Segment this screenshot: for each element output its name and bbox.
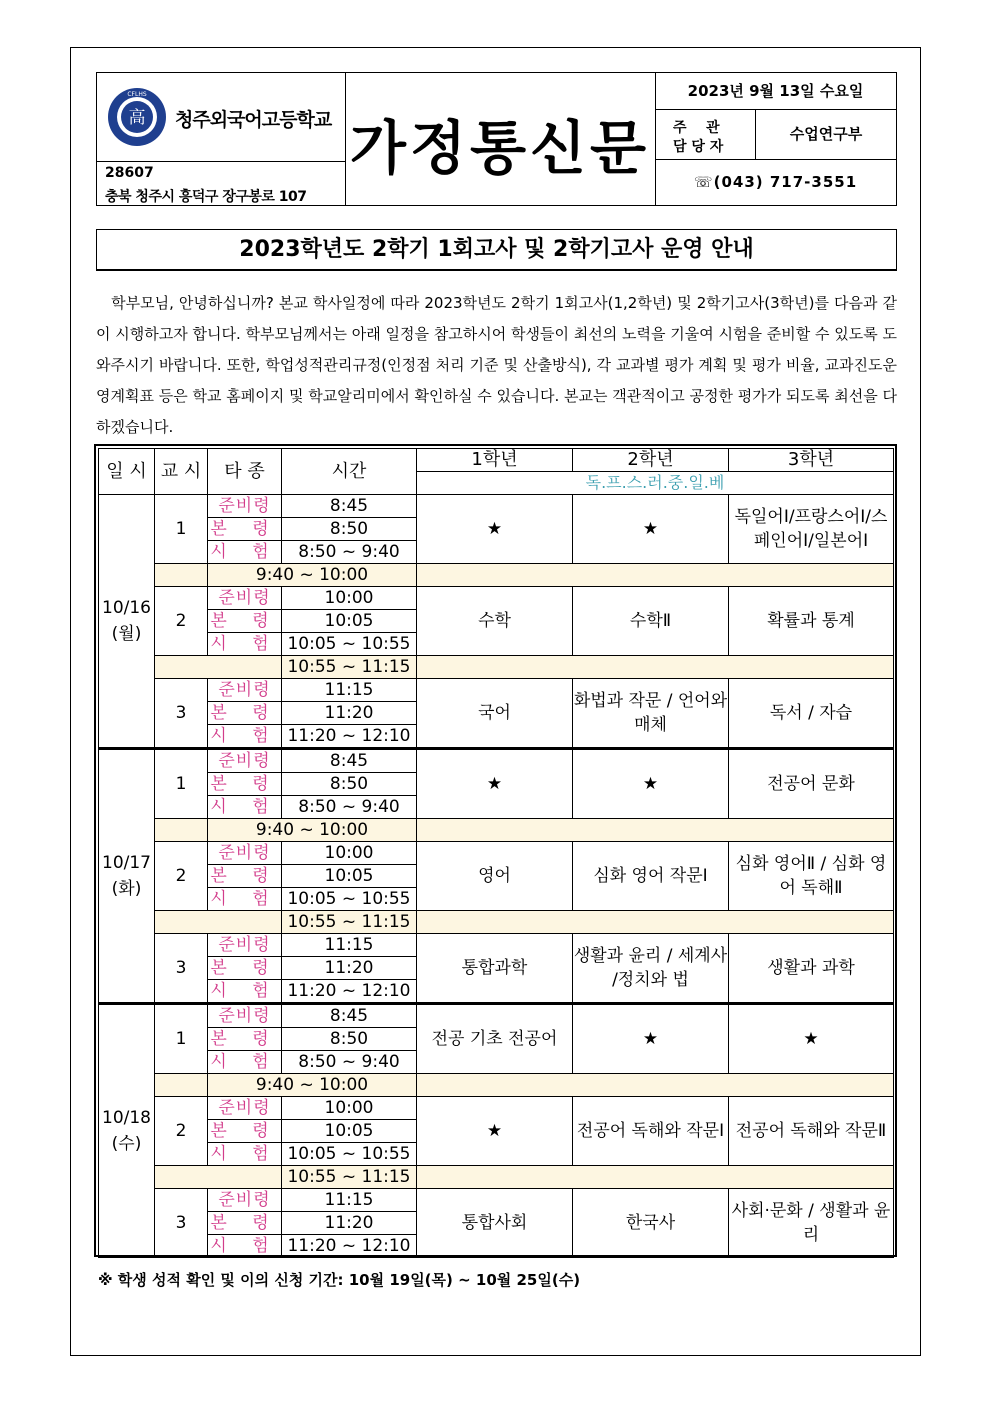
title-cell xyxy=(345,73,656,205)
subject-g2: 생활과 윤리 / 세계사 /정치와 법 xyxy=(573,934,729,1004)
break-row xyxy=(99,819,894,842)
break-spacer xyxy=(155,911,282,934)
bell-label: 시 험 xyxy=(208,796,282,819)
bell-label: 준비령 xyxy=(208,749,282,773)
bell-label: 준비령 xyxy=(208,842,282,865)
period-number: 1 xyxy=(155,495,208,564)
intro-text: 학부모님, 안녕하십니까? 본교 학사일정에 따라 2023학년도 2학기 1회고사(1,2학년) 및 2학기고사(3학년)를 다음과 같이 시행하고자 합니다. 학부모님께서는 아래 일정을 참고하시어 학생들이 최선의 노력을 기울여 시험을 준비할 수 있도록 도와주시기 바랍니다. 또한, 학업성적관리규정(인정점 처리 기준 및 산출방식), 각 교과별 평가 계획 및 평가 비율, 교과진도운영계획표 등은 학교 홈페이지 및 학교알리미에서 확인하실 수 있습니다. 본교는 객관적이고 공정한 평가가 되도록 최선을 다하겠습니다. xyxy=(96,294,897,436)
manager-value: 수업연구부 xyxy=(756,109,896,160)
bell-time: 11:20 xyxy=(282,957,417,980)
table-row xyxy=(99,495,894,518)
subject-g1: 통합사회 xyxy=(417,1189,573,1258)
subject-g3: 사회·문화 / 생활과 윤리 xyxy=(729,1189,894,1258)
bell-time: 10:00 xyxy=(282,842,417,865)
phone-number: ☏(043) 717-3551 xyxy=(693,173,858,191)
bell-time: 10:05 ~ 10:55 xyxy=(282,1143,417,1166)
break-spacer xyxy=(155,819,208,842)
bell-label: 준비령 xyxy=(208,1189,282,1212)
page-title: 가정통신문 xyxy=(349,114,651,182)
header-time: 시간 xyxy=(282,449,417,495)
school-emblem-icon xyxy=(106,86,168,148)
subject-g2: 화법과 작문 / 언어와 매체 xyxy=(573,679,729,749)
subject-g3: 확률과 통계 xyxy=(729,587,894,656)
subject-g1: ★ xyxy=(417,1097,573,1166)
letter-header xyxy=(96,72,897,206)
bell-time: 10:00 xyxy=(282,1097,417,1120)
subject-g1: 통합과학 xyxy=(417,934,573,1004)
bell-label: 본 령 xyxy=(208,865,282,888)
subject-g1: 전공 기초 전공어 xyxy=(417,1004,573,1074)
subject-g2: ★ xyxy=(573,495,729,564)
subject-g1: ★ xyxy=(417,495,573,564)
bell-time: 10:05 xyxy=(282,865,417,888)
bell-label: 준비령 xyxy=(208,679,282,702)
table-row xyxy=(99,679,894,702)
break-row xyxy=(99,564,894,587)
table-row xyxy=(99,1189,894,1212)
header-day: 일 시 xyxy=(99,449,155,495)
break-spacer xyxy=(155,1074,208,1097)
header-grade-1: 1학년 xyxy=(417,449,573,472)
period-number: 3 xyxy=(155,1189,208,1258)
table-row xyxy=(99,842,894,865)
table-row xyxy=(99,1004,894,1028)
subject-g2: 심화 영어 작문Ⅰ xyxy=(573,842,729,911)
bell-time: 10:00 xyxy=(282,587,417,610)
subject-g3: 독서 / 자습 xyxy=(729,679,894,749)
bell-time: 8:50 ~ 9:40 xyxy=(282,796,417,819)
zip-code: 28607 xyxy=(105,165,154,181)
bell-time: 8:45 xyxy=(282,1004,417,1028)
break-time: 10:55 ~ 11:15 xyxy=(282,1166,417,1189)
day-weekday: (수) xyxy=(111,1134,142,1154)
bell-label: 시 험 xyxy=(208,888,282,911)
bell-label: 본 령 xyxy=(208,1028,282,1051)
period-number: 2 xyxy=(155,842,208,911)
school-info xyxy=(97,73,346,205)
break-spacer xyxy=(155,1166,282,1189)
break-fill xyxy=(417,1166,894,1189)
bell-label: 본 령 xyxy=(208,702,282,725)
break-fill xyxy=(417,564,894,587)
bell-label: 준비령 xyxy=(208,1004,282,1028)
subject-g3: ★ xyxy=(729,1004,894,1074)
bell-time: 11:20 xyxy=(282,1212,417,1235)
schedule-grid xyxy=(98,448,894,1258)
break-time: 9:40 ~ 10:00 xyxy=(208,564,417,587)
break-row xyxy=(99,1166,894,1189)
period-number: 1 xyxy=(155,749,208,819)
day-cell xyxy=(99,495,155,749)
bell-time: 8:50 ~ 9:40 xyxy=(282,541,417,564)
break-spacer xyxy=(155,564,208,587)
bell-label: 준비령 xyxy=(208,587,282,610)
bell-time: 10:05 xyxy=(282,1120,417,1143)
day-date: 10/18 xyxy=(102,1108,151,1128)
day-weekday: (화) xyxy=(111,879,142,899)
day-cell xyxy=(99,749,155,1004)
manager-label-2: 담 당 자 xyxy=(673,139,724,155)
bell-label: 시 험 xyxy=(208,1143,282,1166)
bell-time: 11:20 ~ 12:10 xyxy=(282,980,417,1004)
break-row xyxy=(99,656,894,679)
bell-label: 시 험 xyxy=(208,1235,282,1258)
table-row xyxy=(99,934,894,957)
bell-label: 본 령 xyxy=(208,1120,282,1143)
subject-g3: 독일어Ⅰ/프랑스어Ⅰ/스페인어Ⅰ/일본어Ⅰ xyxy=(729,495,894,564)
bell-time: 8:50 xyxy=(282,773,417,796)
header-grade-2: 2학년 xyxy=(573,449,729,472)
bell-time: 8:50 ~ 9:40 xyxy=(282,1051,417,1074)
subject-g2: 수학Ⅱ xyxy=(573,587,729,656)
bell-label: 시 험 xyxy=(208,980,282,1004)
subject-g2: 전공어 독해와 작문Ⅰ xyxy=(573,1097,729,1166)
bell-label: 시 험 xyxy=(208,1051,282,1074)
bell-time: 8:50 xyxy=(282,1028,417,1051)
meta-cell xyxy=(655,73,896,205)
bell-time: 10:05 ~ 10:55 xyxy=(282,888,417,911)
exam-schedule-table xyxy=(94,444,897,1257)
table-row xyxy=(99,1097,894,1120)
bell-label: 준비령 xyxy=(208,1097,282,1120)
break-row xyxy=(99,1074,894,1097)
bell-label: 준비령 xyxy=(208,934,282,957)
subject-g1: 국어 xyxy=(417,679,573,749)
bell-label: 준비령 xyxy=(208,495,282,518)
bell-time: 10:05 xyxy=(282,610,417,633)
school-logo-area xyxy=(97,73,345,162)
break-fill xyxy=(417,1074,894,1097)
break-time: 10:55 ~ 11:15 xyxy=(282,911,417,934)
day-weekday: (월) xyxy=(111,624,142,644)
subject-g2: ★ xyxy=(573,1004,729,1074)
header-bell: 타 종 xyxy=(208,449,282,495)
manager-label-1: 주 관 xyxy=(673,120,720,136)
bell-label: 시 험 xyxy=(208,725,282,749)
language-order: 독.프.스.러.중.일.베 xyxy=(417,472,894,495)
day-date: 10/17 xyxy=(102,853,151,873)
break-time: 9:40 ~ 10:00 xyxy=(208,819,417,842)
subject-g1: 영어 xyxy=(417,842,573,911)
bell-time: 11:20 ~ 12:10 xyxy=(282,725,417,749)
subject-g3: 심화 영어Ⅱ / 심화 영어 독해Ⅱ xyxy=(729,842,894,911)
manager-label xyxy=(655,109,756,160)
period-number: 1 xyxy=(155,1004,208,1074)
bell-time: 8:45 xyxy=(282,749,417,773)
subject-g2: 한국사 xyxy=(573,1189,729,1258)
bell-label: 본 령 xyxy=(208,1212,282,1235)
issue-date: 2023년 9월 13일 수요일 xyxy=(655,73,896,110)
break-fill xyxy=(417,819,894,842)
period-number: 3 xyxy=(155,934,208,1004)
period-number: 2 xyxy=(155,587,208,656)
subject-g2: ★ xyxy=(573,749,729,819)
emblem-text: CFLHS xyxy=(127,91,147,98)
table-row xyxy=(99,749,894,773)
bell-time: 11:15 xyxy=(282,679,417,702)
intro-paragraph xyxy=(96,288,897,443)
bell-time: 11:15 xyxy=(282,934,417,957)
bell-label: 본 령 xyxy=(208,957,282,980)
bell-label: 시 험 xyxy=(208,541,282,564)
break-time: 9:40 ~ 10:00 xyxy=(208,1074,417,1097)
subject-g1: ★ xyxy=(417,749,573,819)
break-spacer xyxy=(155,656,282,679)
period-number: 3 xyxy=(155,679,208,749)
school-address: 충북 청주시 흥덕구 장구봉로 107 xyxy=(105,189,307,205)
bell-time: 8:45 xyxy=(282,495,417,518)
break-fill xyxy=(417,911,894,934)
document-title: 2023학년도 2학기 1회고사 및 2학기고사 운영 안내 xyxy=(96,229,897,271)
day-cell xyxy=(99,1004,155,1258)
bell-time: 10:05 ~ 10:55 xyxy=(282,633,417,656)
bell-time: 11:20 xyxy=(282,702,417,725)
subject-g3: 전공어 독해와 작문Ⅱ xyxy=(729,1097,894,1166)
bell-label: 본 령 xyxy=(208,773,282,796)
bell-time: 11:20 ~ 12:10 xyxy=(282,1235,417,1258)
header-period: 교 시 xyxy=(155,449,208,495)
header-row-1 xyxy=(99,449,894,472)
bell-label: 본 령 xyxy=(208,610,282,633)
bell-label: 시 험 xyxy=(208,633,282,656)
bell-label: 본 령 xyxy=(208,518,282,541)
subject-g1: 수학 xyxy=(417,587,573,656)
break-fill xyxy=(417,656,894,679)
bell-time: 11:15 xyxy=(282,1189,417,1212)
header-grade-3: 3학년 xyxy=(729,449,894,472)
subject-g3: 생활과 과학 xyxy=(729,934,894,1004)
period-number: 2 xyxy=(155,1097,208,1166)
break-time: 10:55 ~ 11:15 xyxy=(282,656,417,679)
table-row xyxy=(99,587,894,610)
bell-time: 8:50 xyxy=(282,518,417,541)
footnote: ※ 학생 성적 확인 및 이의 신청 기간: 10월 19일(목) ~ 10월 25일(수) xyxy=(98,1271,581,1289)
emblem-char: 高 xyxy=(128,108,146,128)
break-row xyxy=(99,911,894,934)
subject-g3: 전공어 문화 xyxy=(729,749,894,819)
day-date: 10/16 xyxy=(102,598,151,618)
school-name: 청주외국어고등학교 xyxy=(175,109,332,131)
